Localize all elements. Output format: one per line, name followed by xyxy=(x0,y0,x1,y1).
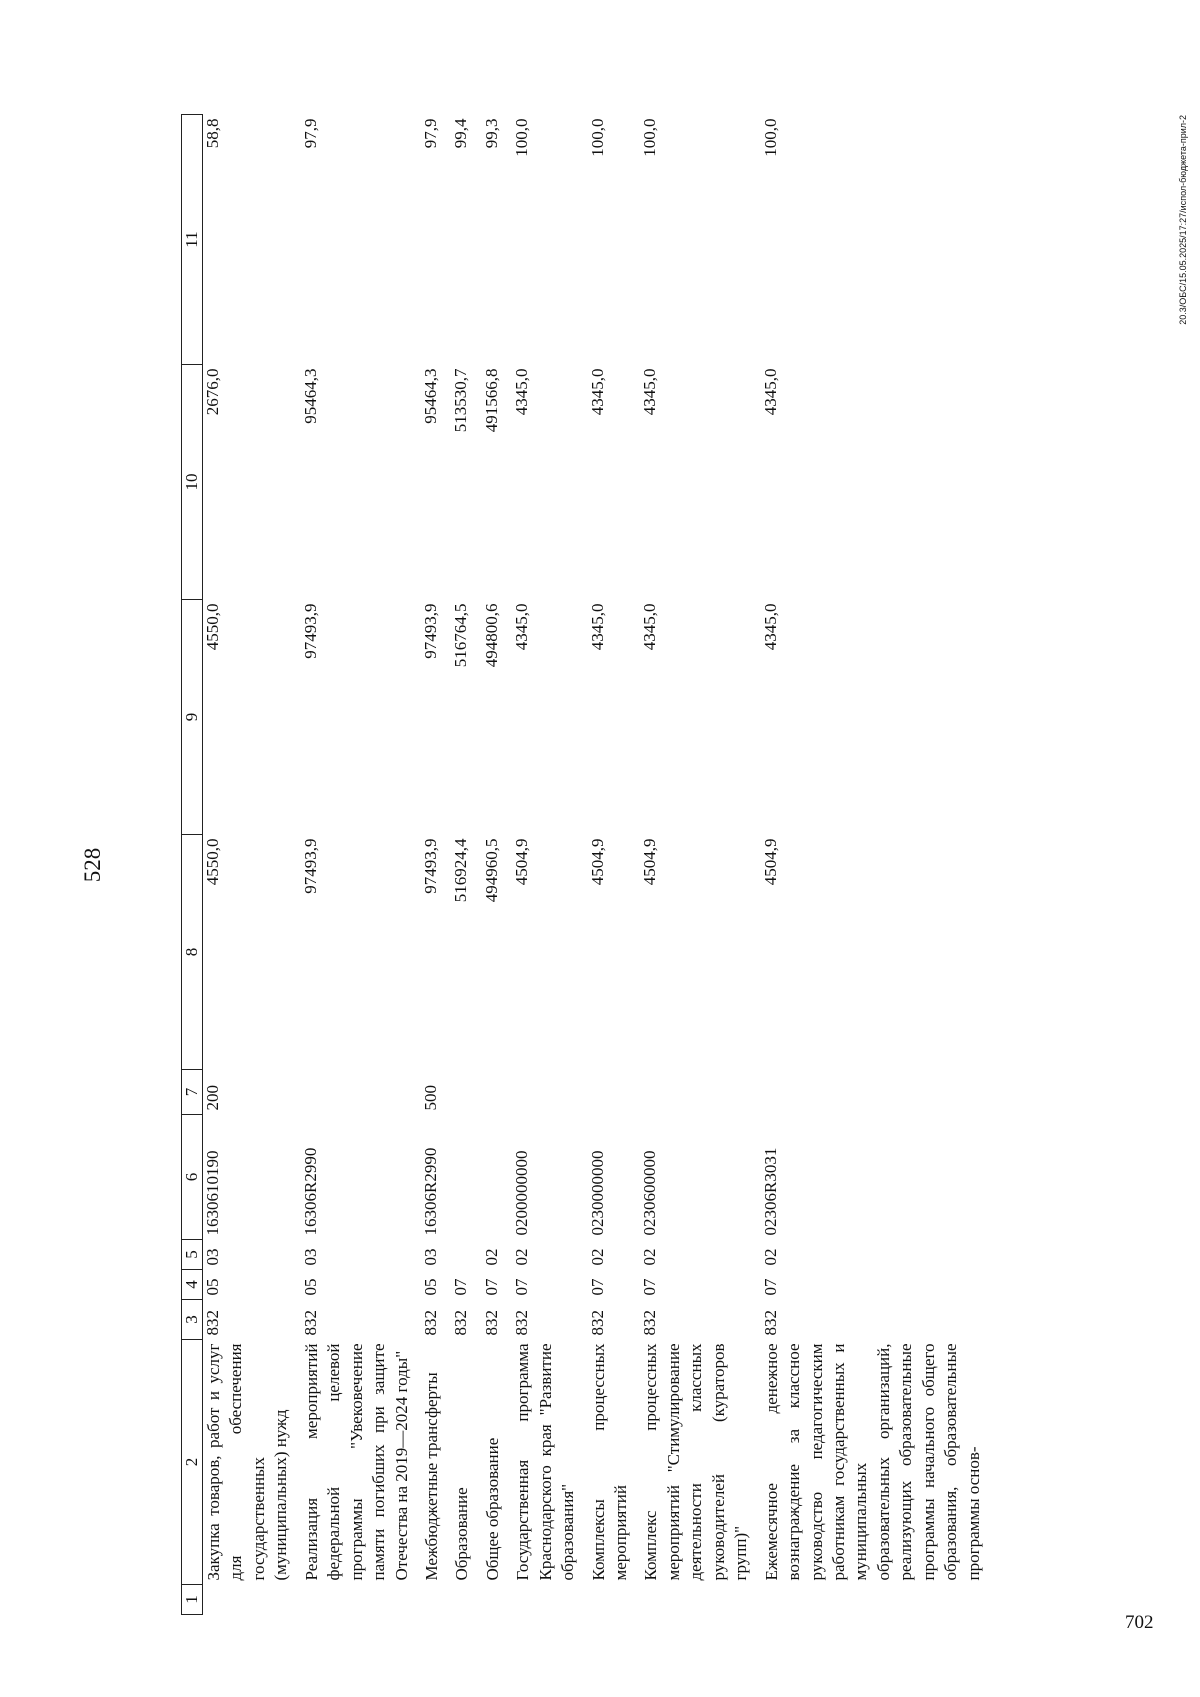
table-row xyxy=(640,115,760,1615)
cell-planned: 4345,0 xyxy=(760,603,780,651)
cell-approved: 4550,0 xyxy=(203,838,222,886)
cell-executed: 4345,0 xyxy=(760,368,780,416)
cell-percent: 99,3 xyxy=(481,118,501,149)
table-row xyxy=(482,115,512,1615)
cell-percent: 100,0 xyxy=(512,118,532,157)
cell-executed: 4345,0 xyxy=(512,368,532,416)
cell-executed: 4345,0 xyxy=(587,368,607,416)
cell-percent: 58,8 xyxy=(203,118,222,149)
cell-planned: 4345,0 xyxy=(587,603,607,651)
row-name: Реализация мероприятий федеральной целевой программы "Увековечение памяти погибших при защите Отечества на 2019—2024 годы" xyxy=(301,1343,411,1581)
column-header: 6 xyxy=(182,1115,203,1240)
cell-subsection: 02 xyxy=(640,1248,660,1266)
cell-target-article: 1630610190 xyxy=(203,1150,222,1236)
footer-stamp: 20.3/ОБС/15.05.2025/17:27/испол-бюджета-прил-2 xyxy=(1178,115,1188,325)
table-header-row xyxy=(182,115,203,1615)
cell-empty xyxy=(451,1585,481,1615)
column-header: 1 xyxy=(182,1585,203,1615)
cell-empty xyxy=(761,1585,993,1615)
cell-empty xyxy=(512,1585,587,1615)
cell-percent: 97,9 xyxy=(300,118,320,149)
cell-admin-code: 832 xyxy=(451,1310,471,1336)
row-name: Закупка товаров, работ и услуг для обеспечения государственных (муниципальных) нужд xyxy=(204,1343,291,1581)
cell-subsection: 02 xyxy=(587,1248,607,1266)
table-row xyxy=(451,115,481,1615)
cell-approved: 4504,9 xyxy=(587,838,607,886)
cell-target-article: 16306R2990 xyxy=(420,1147,440,1236)
outer-page-number: 702 xyxy=(1125,1612,1154,1633)
column-header: 3 xyxy=(182,1300,203,1340)
cell-percent: 97,9 xyxy=(420,118,440,149)
cell-empty xyxy=(421,1585,451,1615)
cell-planned: 4345,0 xyxy=(640,603,660,651)
cell-executed: 491566,8 xyxy=(481,368,501,433)
cell-target-article: 0200000000 xyxy=(512,1150,532,1236)
column-header: 8 xyxy=(182,835,203,1070)
cell-empty xyxy=(482,1585,512,1615)
column-header: 9 xyxy=(182,600,203,835)
cell-expense-type xyxy=(761,1070,993,1115)
cell-target-article: 02306R3031 xyxy=(760,1147,780,1236)
cell-executed: 95464,3 xyxy=(300,368,320,424)
cell-admin-code: 832 xyxy=(640,1310,660,1336)
cell-section: 07 xyxy=(760,1278,780,1296)
cell-expense-type xyxy=(482,1070,512,1115)
cell-percent: 100,0 xyxy=(640,118,660,157)
cell-admin-code: 832 xyxy=(481,1310,501,1336)
cell-subsection: 03 xyxy=(300,1248,320,1266)
table-row xyxy=(421,115,451,1615)
cell-executed: 513530,7 xyxy=(451,368,471,433)
cell-target-article: 0230600000 xyxy=(640,1150,660,1236)
cell-section: 07 xyxy=(481,1278,501,1296)
cell-planned: 516764,5 xyxy=(451,603,471,668)
cell-subsection: 03 xyxy=(203,1248,222,1266)
cell-admin-code: 832 xyxy=(760,1310,780,1336)
row-name: Образование xyxy=(452,1487,472,1581)
cell-approved: 97493,9 xyxy=(300,838,320,894)
row-name: Ежемесячное денежное вознаграждение за классное руководство педагогическим работникам государственных и муниципальных образовательных организаций, реализующих образовательные программы начального общего образования, образовательные программы основ- xyxy=(761,1343,983,1581)
cell-section: 05 xyxy=(420,1278,440,1296)
cell-target-article: 16306R2990 xyxy=(300,1147,320,1236)
rotated-sheet xyxy=(80,115,1200,1615)
cell-target-article xyxy=(451,1115,481,1240)
cell-expense-type xyxy=(588,1070,641,1115)
cell-expense-type: 500 xyxy=(420,1085,440,1111)
row-name: Комплекс процессных мероприятий "Стимулирование деятельности классных руководителей (кураторов групп)" xyxy=(641,1343,751,1581)
cell-approved: 4504,9 xyxy=(760,838,780,886)
cell-subsection xyxy=(451,1240,481,1270)
cell-section: 07 xyxy=(587,1278,607,1296)
cell-percent: 99,4 xyxy=(451,118,471,149)
column-header: 4 xyxy=(182,1270,203,1300)
table-row xyxy=(301,115,421,1615)
column-header: 2 xyxy=(182,1340,203,1585)
cell-empty xyxy=(203,1585,301,1615)
cell-subsection: 02 xyxy=(760,1248,780,1266)
table-row xyxy=(761,115,993,1615)
cell-expense-type xyxy=(301,1070,421,1115)
budget-table xyxy=(181,114,993,1615)
row-name: Общее образование xyxy=(482,1437,502,1581)
row-name: Межбюджетные трансферты xyxy=(421,1372,441,1581)
cell-approved: 97493,9 xyxy=(420,838,440,894)
sheet-number: 528 xyxy=(80,847,105,883)
cell-approved: 516924,4 xyxy=(451,838,471,903)
cell-admin-code: 832 xyxy=(300,1310,320,1336)
cell-admin-code: 832 xyxy=(420,1310,440,1336)
cell-planned: 4345,0 xyxy=(512,603,532,651)
table-row xyxy=(203,115,301,1615)
cell-executed: 2676,0 xyxy=(203,368,222,416)
cell-section: 07 xyxy=(451,1278,471,1296)
cell-planned: 97493,9 xyxy=(300,603,320,659)
cell-approved: 4504,9 xyxy=(512,838,532,886)
cell-section: 05 xyxy=(300,1278,320,1296)
cell-expense-type xyxy=(451,1070,481,1115)
table-row xyxy=(512,115,587,1615)
cell-percent: 100,0 xyxy=(587,118,607,157)
cell-expense-type xyxy=(640,1070,760,1115)
cell-planned: 494800,6 xyxy=(481,603,501,668)
cell-target-article xyxy=(482,1115,512,1240)
cell-expense-type: 200 xyxy=(203,1085,222,1111)
cell-percent: 100,0 xyxy=(760,118,780,157)
cell-empty xyxy=(640,1585,760,1615)
cell-executed: 4345,0 xyxy=(640,368,660,416)
cell-section: 07 xyxy=(640,1278,660,1296)
cell-approved: 4504,9 xyxy=(640,838,660,886)
cell-section: 05 xyxy=(203,1278,222,1296)
cell-executed: 95464,3 xyxy=(420,368,440,424)
cell-approved: 494960,5 xyxy=(481,838,501,903)
table-row xyxy=(588,115,641,1615)
cell-subsection: 03 xyxy=(420,1248,440,1266)
cell-empty xyxy=(588,1585,641,1615)
column-header: 5 xyxy=(182,1240,203,1270)
cell-admin-code: 832 xyxy=(587,1310,607,1336)
cell-subsection: 02 xyxy=(481,1248,501,1266)
cell-planned: 97493,9 xyxy=(420,603,440,659)
column-header: 10 xyxy=(182,365,203,600)
cell-admin-code: 832 xyxy=(203,1310,222,1336)
cell-admin-code: 832 xyxy=(512,1310,532,1336)
cell-planned: 4550,0 xyxy=(203,603,222,651)
cell-empty xyxy=(301,1585,421,1615)
column-header: 7 xyxy=(182,1070,203,1115)
column-header: 11 xyxy=(182,115,203,365)
row-name: Государственная программа Краснодарского края "Развитие образования" xyxy=(513,1343,578,1581)
cell-section: 07 xyxy=(512,1278,532,1296)
cell-expense-type xyxy=(512,1070,587,1115)
cell-target-article: 0230000000 xyxy=(587,1150,607,1236)
cell-subsection: 02 xyxy=(512,1248,532,1266)
row-name: Комплексы процессных мероприятий xyxy=(588,1343,630,1581)
